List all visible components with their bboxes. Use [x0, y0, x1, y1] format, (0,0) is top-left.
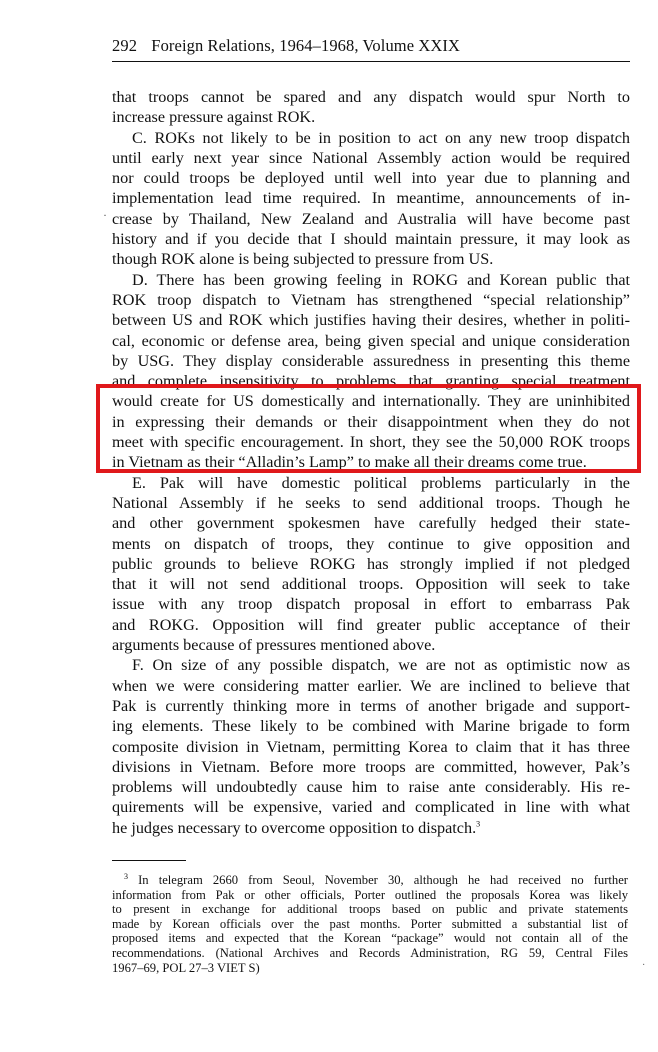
- highlighted-line: in expressing their demands or their disappointment when they do not: [112, 412, 630, 431]
- body-line: Pak is currently thinking more in terms of another brigade and support-: [112, 696, 630, 715]
- highlighted-line: meet with specific encouragement. In short, they see the 50,000 ROK troops: [112, 433, 630, 452]
- body-line: implementation lead time required. In meantime, announcements of in-: [112, 189, 630, 208]
- body-line: composite division in Vietnam, permitting Korea to claim that it has three: [112, 737, 630, 756]
- body-line: divisions in Vietnam. Before more troops are committed, however, Pak’s: [112, 757, 630, 776]
- body-line: by USG. They display considerable assuredness in presenting this theme: [112, 351, 630, 370]
- body-line: issue with any troop dispatch proposal in effort to embarrass Pak: [112, 595, 630, 614]
- body-line-final: [112, 818, 630, 838]
- footnote-line: to present in exchange for additional troops based on public and private statements: [112, 902, 628, 917]
- highlighted-line: would create for US domestically and internationally. They are uninhibited: [112, 392, 630, 411]
- footnote-line: proposed items and expected that the Korean “package” would not contain all of the: [112, 931, 628, 946]
- body-line: ments on dispatch of troops, they continue to give opposition and: [112, 534, 630, 553]
- body-line: problems will undoubtedly cause him to raise ante considerably. His re-: [112, 778, 630, 797]
- body-line: increase pressure against ROK.: [112, 108, 316, 127]
- running-title: Foreign Relations, 1964–1968, Volume XXIX: [151, 36, 461, 55]
- body-line: until early next year since National Assembly action would be required: [112, 148, 630, 167]
- highlighted-line: in Vietnam as their “Alladin’s Lamp” to make all their dreams come true.: [112, 453, 587, 472]
- body-line: that troops cannot be spared and any dispatch would spur North to: [112, 88, 630, 106]
- paragraph-d-start: D. There has been growing feeling in ROKG and Korean public that: [132, 270, 630, 289]
- body-line: that it will not send additional troops. Opposition will seek to take: [112, 575, 630, 594]
- body-line: history and if you decide that I should maintain pressure, it may look as: [112, 230, 630, 249]
- margin-speck: ·: [103, 208, 107, 222]
- body-line: when we were considering matter earlier. We are inclined to believe that: [112, 676, 630, 695]
- footnote-line: [112, 873, 628, 888]
- paragraph-e-start: E. Pak will have domestic political problems particularly in the: [132, 473, 630, 492]
- page-number: 292: [112, 36, 138, 55]
- footnote-line: made by Korean officials over the past months. Porter submitted a substantial list of: [112, 916, 628, 931]
- highlight-box: [96, 384, 641, 473]
- body-line: though ROK alone is being subjected to pressure from US.: [112, 250, 494, 269]
- footnote-rule: [112, 860, 186, 861]
- body-line: and ROKG. Opposition will find greater public acceptance of their: [112, 615, 630, 634]
- footnote-reference[interactable]: 3: [476, 819, 481, 829]
- footnote-line-text: In telegram 2660 from Seoul, November 30, although he had received no further: [138, 873, 628, 887]
- body-line: crease by Thailand, New Zealand and Australia will have become past: [112, 209, 630, 228]
- footnote-line: 1967–69, POL 27–3 VIET S): [112, 960, 260, 975]
- paragraph-f-start: F. On size of any possible dispatch, we are not as optimistic now as: [132, 656, 630, 675]
- body-line: and other government spokesmen have carefully hedged their state-: [112, 514, 630, 533]
- body-line: quirements will be expensive, varied and complicated in line with what: [112, 798, 630, 817]
- footnote-line: information from Pak or other officials, Porter outlined the proposals Korea was likely: [112, 887, 628, 902]
- footnote-line: recommendations. (National Archives and Records Administration, RG 59, Central Files: [112, 945, 628, 960]
- body-line: nor could troops be deployed until well into year due to planning and: [112, 169, 630, 188]
- margin-speck: ·: [642, 960, 646, 971]
- footnote-marker: 3: [124, 871, 128, 881]
- body-line: and complete insensitivity to problems that granting special treatment: [112, 372, 630, 391]
- footnote: [112, 873, 628, 975]
- header-rule: [112, 61, 630, 62]
- body-line: National Assembly if he seeks to send additional troops. Though he: [112, 493, 630, 512]
- body-line: cal, economic or defense area, being given special and unique consideration: [112, 331, 630, 350]
- body-line: ing elements. These likely to be combined with Marine brigade to form: [112, 717, 630, 736]
- paragraph-c-start: C. ROKs not likely to be in position to act on any new troop dispatch: [132, 128, 630, 147]
- body-line-final-text: he judges necessary to overcome opposition to dispatch.: [112, 818, 477, 837]
- running-head: [112, 36, 630, 56]
- body-line: public grounds to believe ROKG has strongly implied if not pledged: [112, 554, 630, 573]
- body-line: between US and ROK which justifies having their desires, whether in politi-: [112, 311, 630, 330]
- body-line: arguments because of pressures mentioned above.: [112, 636, 436, 655]
- body-line: ROK troop dispatch to Vietnam has strengthened “special relationship”: [112, 290, 630, 309]
